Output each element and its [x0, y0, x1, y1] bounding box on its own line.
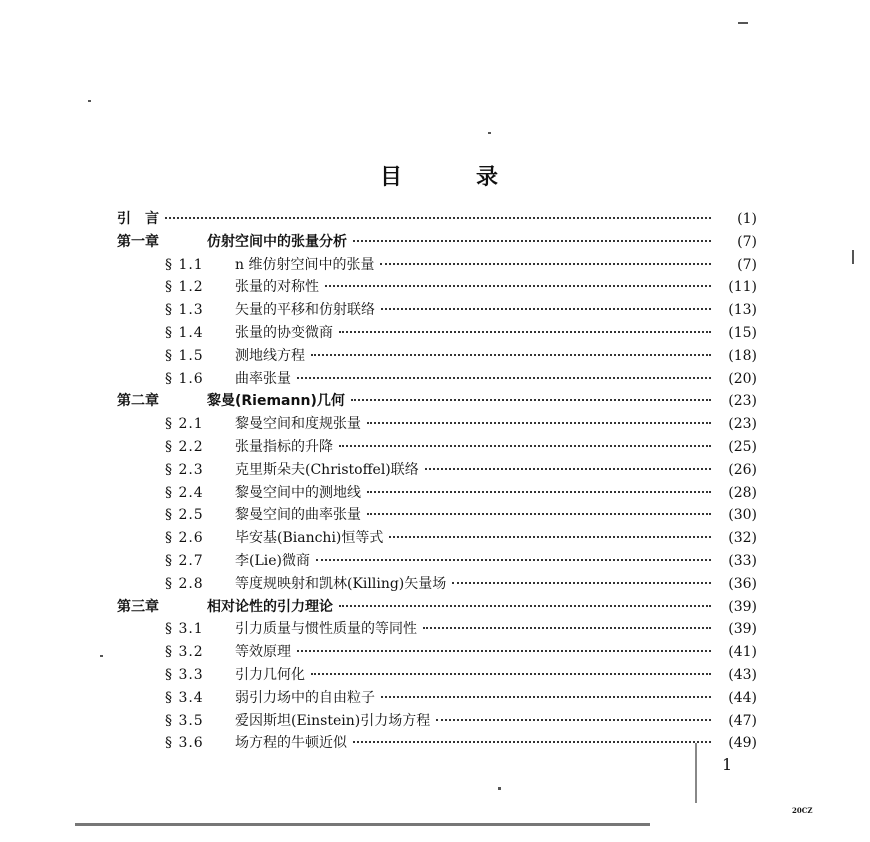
- toc-page-number: (18): [728, 348, 757, 364]
- toc-chapter-label: 第三章: [117, 599, 159, 615]
- scan-speck: [498, 787, 501, 790]
- toc-section-row: [165, 711, 757, 731]
- toc-leader-dots: [165, 217, 711, 219]
- toc-section-row: [165, 528, 757, 548]
- toc-section-number: § 1.4: [165, 325, 204, 341]
- toc-page-number: (7): [737, 234, 757, 250]
- toc-section-row: [165, 414, 757, 434]
- toc-section-number: § 1.2: [165, 279, 204, 295]
- title-char-1: 目: [380, 165, 403, 190]
- toc-leader-dots: [351, 399, 711, 401]
- toc-section-title: 毕安基(Bianchi)恒等式: [235, 530, 384, 546]
- toc-leader-dots: [325, 285, 711, 287]
- toc-section-row: [165, 483, 757, 503]
- page-number: 1: [722, 755, 733, 774]
- toc-chapter-label: 第二章: [117, 393, 159, 409]
- toc-page-number: (36): [728, 576, 757, 592]
- scan-speck: [852, 250, 854, 264]
- scan-speck: [738, 22, 748, 24]
- toc-page-number: (44): [728, 690, 757, 706]
- toc-page-number: (23): [728, 416, 757, 432]
- toc-section-number: § 1.5: [165, 348, 204, 364]
- toc-page-number: (23): [728, 393, 757, 409]
- toc-section-number: § 2.1: [165, 416, 204, 432]
- scan-speck: [88, 100, 91, 102]
- toc-section-title: 爱因斯坦(Einstein)引力场方程: [235, 713, 431, 729]
- toc-leader-dots: [297, 650, 711, 652]
- toc-page-number: (25): [728, 439, 757, 455]
- toc-section-row: [165, 346, 757, 366]
- scan-speck: [488, 132, 491, 134]
- toc-page-number: (41): [728, 644, 757, 660]
- toc-chapter-title: 仿射空间中的张量分析: [207, 234, 347, 250]
- toc-section-number: § 3.1: [165, 621, 204, 637]
- toc-section-number: § 3.4: [165, 690, 204, 706]
- toc-section-number: § 1.3: [165, 302, 204, 318]
- toc-leader-dots: [339, 445, 711, 447]
- toc-leader-dots: [381, 696, 711, 698]
- toc-leader-dots: [297, 377, 711, 379]
- toc-leader-dots: [353, 741, 711, 743]
- page-title: [380, 160, 500, 190]
- toc-chapter-title: 相对论性的引力理论: [207, 599, 333, 615]
- toc-section-row: [165, 574, 757, 594]
- toc-section-title: 黎曼空间的曲率张量: [235, 507, 361, 523]
- toc-section-number: § 2.6: [165, 530, 204, 546]
- toc-chapter-row: [117, 391, 757, 411]
- toc-section-title: 张量的协变微商: [235, 325, 333, 341]
- toc-chapter-row: [117, 597, 757, 617]
- toc-leader-dots: [380, 263, 711, 265]
- toc-page-number: (30): [728, 507, 757, 523]
- toc-section-row: [165, 733, 757, 753]
- toc-leader-dots: [425, 468, 711, 470]
- title-char-2: 录: [476, 165, 499, 190]
- toc-section-row: [165, 255, 757, 275]
- toc-section-row: [165, 551, 757, 571]
- toc-page-number: (33): [728, 553, 757, 569]
- toc-section-number: § 2.4: [165, 485, 204, 501]
- toc-leader-dots: [367, 491, 711, 493]
- toc-page-number: (11): [728, 279, 757, 295]
- toc-section-number: § 3.5: [165, 713, 204, 729]
- toc-section-title: 等效原理: [235, 644, 291, 660]
- toc-section-title: 引力几何化: [235, 667, 305, 683]
- toc-section-title: 黎曼空间中的测地线: [235, 485, 361, 501]
- toc-section-number: § 2.8: [165, 576, 204, 592]
- toc-chapter-label: 第一章: [117, 234, 159, 250]
- toc-page-number: (13): [728, 302, 757, 318]
- toc-section-row: [165, 505, 757, 525]
- toc-section-row: [165, 619, 757, 639]
- toc-section-title: 张量指标的升降: [235, 439, 333, 455]
- toc-page-number: (39): [728, 599, 757, 615]
- toc-chapter-label: 引 言: [117, 211, 159, 227]
- toc-section-title: 克里斯朵夫(Christoffel)联络: [235, 462, 419, 478]
- toc-leader-dots: [311, 354, 711, 356]
- toc-section-number: § 2.5: [165, 507, 204, 523]
- toc-section-title: 矢量的平移和仿射联络: [235, 302, 375, 318]
- toc-section-number: § 3.2: [165, 644, 204, 660]
- toc-section-title: 黎曼空间和度规张量: [235, 416, 361, 432]
- toc-section-number: § 3.6: [165, 735, 204, 751]
- toc-leader-dots: [311, 673, 711, 675]
- toc-section-number: § 2.3: [165, 462, 204, 478]
- toc-page-number: (26): [728, 462, 757, 478]
- toc-page-number: (1): [737, 211, 757, 227]
- toc-page-number: (32): [728, 530, 757, 546]
- toc-leader-dots: [339, 605, 711, 607]
- toc-page-number: (7): [737, 257, 757, 273]
- toc-chapter-row: [117, 209, 757, 229]
- toc-section-title: 测地线方程: [235, 348, 305, 364]
- toc-section-title: 引力质量与惯性质量的等同性: [235, 621, 417, 637]
- toc-section-number: § 1.6: [165, 371, 204, 387]
- toc-section-title: 弱引力场中的自由粒子: [235, 690, 375, 706]
- toc-page-number: (15): [728, 325, 757, 341]
- toc-page-number: (47): [728, 713, 757, 729]
- toc-chapter-title: 黎曼(Riemann)几何: [207, 393, 345, 409]
- toc-section-row: [165, 460, 757, 480]
- toc-leader-dots: [389, 536, 711, 538]
- toc-leader-dots: [423, 627, 711, 629]
- toc-section-number: § 3.3: [165, 667, 204, 683]
- toc-section-row: [165, 437, 757, 457]
- toc-section-row: [165, 642, 757, 662]
- toc-section-title: 曲率张量: [235, 371, 291, 387]
- toc-leader-dots: [367, 422, 711, 424]
- toc-leader-dots: [339, 331, 711, 333]
- toc-section-title: 场方程的牛顿近似: [235, 735, 347, 751]
- footer-code: 20CZ: [792, 806, 813, 815]
- toc-section-number: § 1.1: [165, 257, 204, 273]
- toc-section-row: [165, 665, 757, 685]
- toc-section-row: [165, 277, 757, 297]
- toc-section-row: [165, 369, 757, 389]
- scan-speck: [695, 743, 697, 803]
- toc-section-title: n 维仿射空间中的张量: [235, 257, 375, 273]
- toc-leader-dots: [452, 582, 711, 584]
- toc-section-title: 张量的对称性: [235, 279, 319, 295]
- toc-leader-dots: [367, 513, 711, 515]
- scan-speck: [75, 823, 650, 826]
- toc-leader-dots: [353, 240, 711, 242]
- toc-chapter-row: [117, 232, 757, 252]
- toc-page-number: (28): [728, 485, 757, 501]
- toc-leader-dots: [381, 308, 711, 310]
- toc-page-number: (49): [728, 735, 757, 751]
- toc-leader-dots: [316, 559, 711, 561]
- toc-page-number: (20): [728, 371, 757, 387]
- toc-section-row: [165, 323, 757, 343]
- toc-leader-dots: [436, 719, 711, 721]
- toc-section-row: [165, 688, 757, 708]
- toc-page-number: (39): [728, 621, 757, 637]
- toc-section-number: § 2.2: [165, 439, 204, 455]
- toc-section-title: 等度规映射和凯林(Killing)矢量场: [235, 576, 447, 592]
- toc-section-title: 李(Lie)微商: [235, 553, 310, 569]
- toc-section-number: § 2.7: [165, 553, 204, 569]
- scan-speck: [100, 655, 103, 657]
- toc-page-number: (43): [728, 667, 757, 683]
- toc-section-row: [165, 300, 757, 320]
